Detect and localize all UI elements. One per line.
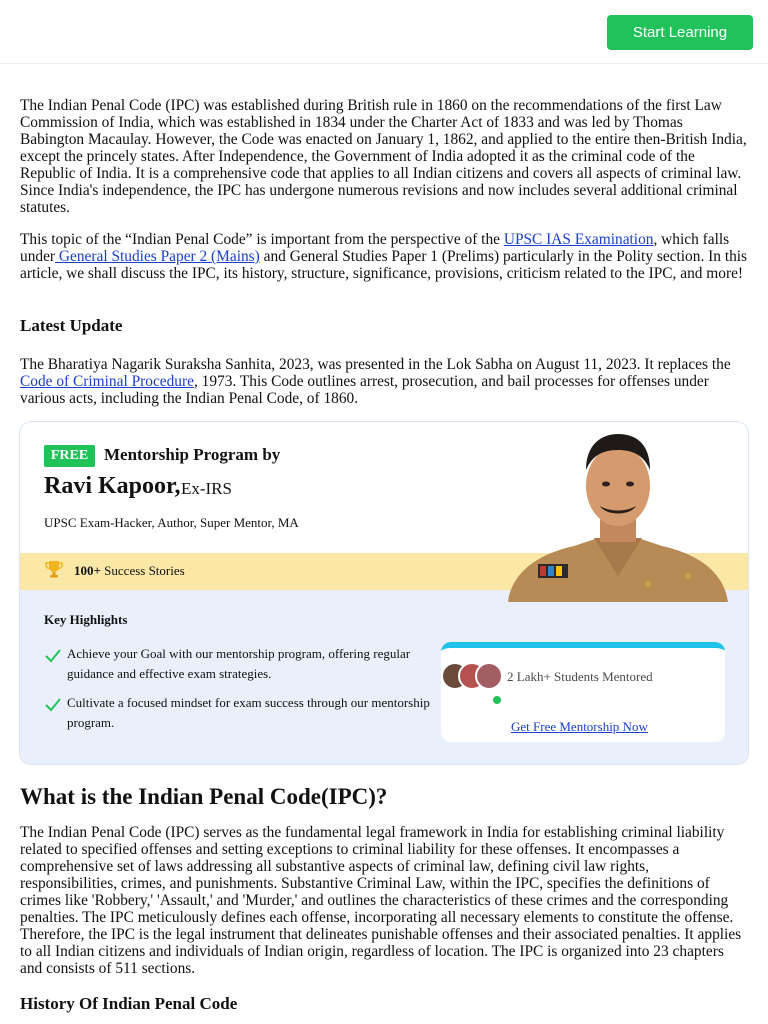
success-label: Success Stories [104,563,185,578]
key-highlights-title: Key Highlights [44,612,128,627]
latest-text-a: The Bharatiya Nagarik Suraksha Sanhita, 2023, was presented in the Lok Sabha on August 11, 2023. It replaces the [20,356,731,373]
success-stories [74,563,185,579]
topic-text-a: This topic of the “Indian Penal Code” is important from the perspective of the [20,231,504,248]
get-free-mentorship-link[interactable]: Get Free Mentorship Now [511,719,648,734]
students-card [441,642,725,742]
latest-update-paragraph [20,356,748,407]
highlight-text: Achieve your Goal with our mentorship program, offering regular guidance and effective exam strategies. [67,646,411,681]
intro-paragraph: The Indian Penal Code (IPC) was established during British rule in 1860 on the recommendations of the first Law Commission of India, which was established in 1834 under the Charter Act of 1833 and was led by Thomas Babington Macaulay. However, the Code was enacted on January 1, 1862, and applied to the entire then-British India, except the princely states. After Independence, the Government of India adopted it as the criminal code of the Republic of India. It is a comprehensive code that applies to all Indian citizens and covers all aspects of criminal law. Since India's independence, the IPC has undergone numerous revisions and now includes several additional criminal statutes. [20,97,747,216]
ipc-paragraph: The Indian Penal Code (IPC) serves as the fundamental legal framework in India for establishing criminal liability related to specified offenses and setting exceptions to criminal liability for these offenses. It encompasses a comprehensive set of laws addressing all substantive aspects of criminal law, defining civil law rights, responsibilities, crimes, and punishments. Substantive Criminal Law, within the IPC, specifies the definitions of crimes like 'Robbery,' 'Assault,' and 'Murder,' and outlines the characteristics of these crimes and the corresponding penalties. The IPC meticulously defines each offense, incorporating all necessary elements to constitute the offense. Therefore, the IPC is the legal instrument that delineates punishable offenses and their associated penalties. It applies to all Indian citizens and individuals of Indian origin, regardless of location. The IPC is organized into 23 chapters and consists of 511 sections. [20,824,742,977]
mentor-portrait [498,426,738,602]
online-indicator-icon [491,694,503,706]
topic-paragraph [20,231,748,282]
mentor-description: UPSC Exam-Hacker, Author, Super Mentor, MA [44,515,299,530]
top-bar [0,0,768,64]
upsc-ias-link[interactable]: UPSC IAS Examination [503,231,654,248]
gs-paper-2-link[interactable]: General Studies Paper 2 (Mains) [55,248,260,265]
latest-update-heading: Latest Update [20,316,123,335]
mentor-suffix: Ex-IRS [181,479,232,498]
highlight-text: Cultivate a focused mindset for exam success through our mentorship program. [67,695,430,730]
checkmark-icon [44,646,62,664]
topic-text-c: and General Studies Paper 1 (Prelims) particularly in the Polity section. In this article, we shall discuss the IPC, its history, structure, significance, provisions, criticism related to the IPC, and more! [20,248,748,282]
students-mentored: 2 Lakh+ Students Mentored [507,669,653,684]
latest-text-b: , 1973. This Code outlines arrest, prosecution, and bail processes for offenses under various acts, including the Indian Penal Code, of 1860. [20,373,709,407]
checkmark-icon [44,695,62,713]
avatar [475,662,503,690]
highlight-item [44,693,434,733]
topic-text-b: , which falls under [20,231,730,265]
mentorship-card [19,421,749,765]
student-avatars [441,662,507,692]
mentorship-title: Mentorship Program by [104,445,281,464]
history-heading: History Of Indian Penal Code [20,994,238,1013]
success-count: 100+ [74,563,101,578]
highlight-item [44,644,434,684]
free-badge: FREE [44,445,95,467]
crpc-link[interactable]: Code of Criminal Procedure [20,373,194,390]
ipc-heading: What is the Indian Penal Code(IPC)? [20,784,388,809]
start-learning-button[interactable]: Start Learning [607,15,753,50]
mentor-name: Ravi Kapoor, [44,473,181,499]
trophy-icon [44,559,64,579]
